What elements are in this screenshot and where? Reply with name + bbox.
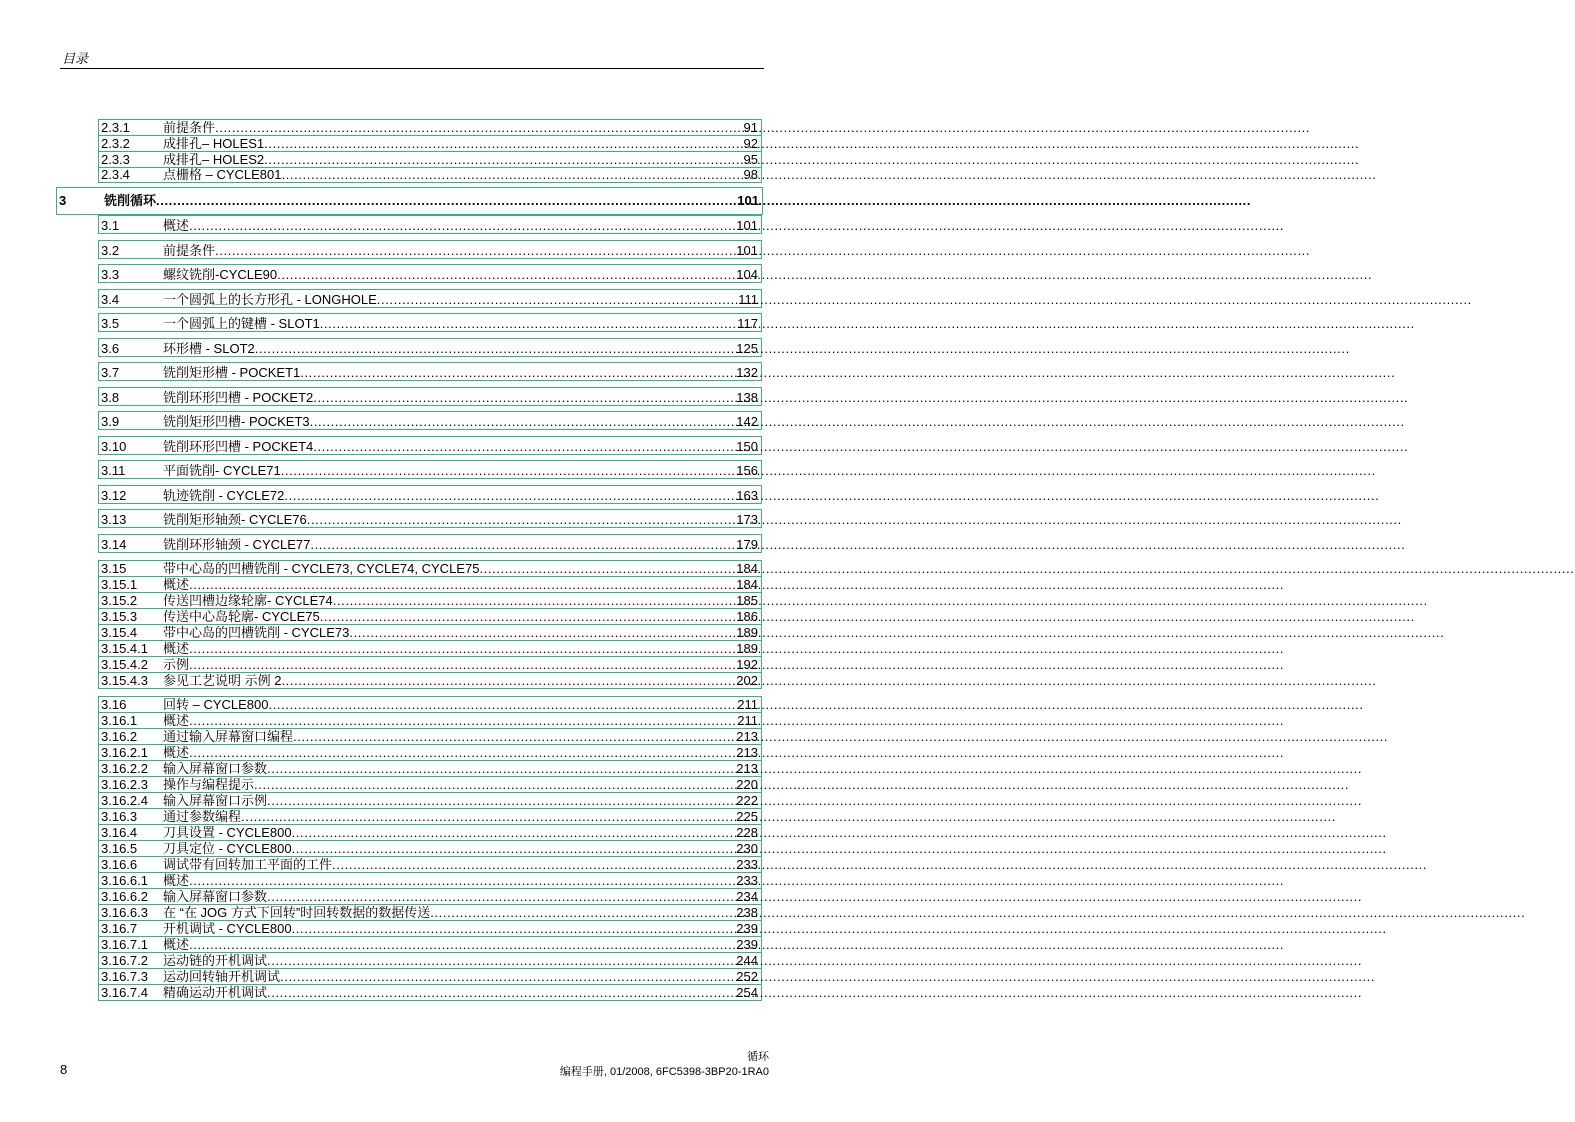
toc-leader-dots xyxy=(255,342,736,356)
toc-entry[interactable] xyxy=(98,560,762,577)
toc-entry[interactable] xyxy=(98,215,762,234)
toc-entry-number: 3.8 xyxy=(101,390,120,405)
toc-entry-page: 101 xyxy=(737,193,759,208)
toc-entry-title: 调试带有回转加工平面的工件 xyxy=(163,857,333,872)
toc-leader-dots xyxy=(310,538,735,552)
toc-entry[interactable] xyxy=(98,411,762,430)
toc-entry-page: 184 xyxy=(736,577,758,592)
toc-entry-page: 184 xyxy=(736,561,758,576)
toc-entry-title: 概述 xyxy=(163,873,190,888)
toc-entry[interactable] xyxy=(98,460,762,479)
toc-entry-number: 3.16.5 xyxy=(101,841,138,856)
toc-entry-number: 3.16.7 xyxy=(101,921,138,936)
toc-entry[interactable] xyxy=(98,240,762,259)
toc-entry-page: 238 xyxy=(736,905,758,920)
toc-entry[interactable] xyxy=(98,509,762,528)
toc-entry-number: 3.5 xyxy=(101,316,120,331)
toc-entry-title: 螺纹铣削-CYCLE90 xyxy=(163,267,278,282)
toc-leader-dots xyxy=(267,794,735,808)
toc-entry-title: 输入屏幕窗口参数 xyxy=(163,889,268,904)
toc-entry[interactable] xyxy=(98,608,762,625)
toc-entry-number: 3.16.2.3 xyxy=(101,777,148,792)
toc-entry-number: 3.16.2.4 xyxy=(101,793,148,808)
toc-entry[interactable] xyxy=(98,592,762,609)
toc-entry[interactable] xyxy=(98,696,762,713)
toc-entry-page: 173 xyxy=(736,512,758,527)
toc-entry-title: 参见工艺说明 示例 2 xyxy=(163,673,282,688)
toc-entry[interactable] xyxy=(98,712,762,729)
toc-entry-page: 185 xyxy=(736,593,758,608)
toc-leader-dots xyxy=(264,153,742,167)
toc-leader-dots xyxy=(189,714,736,728)
toc-entry-number: 3.16.7.3 xyxy=(101,969,148,984)
toc-entry-title: 刀具设置 - CYCLE800 xyxy=(163,825,292,840)
toc-entry[interactable] xyxy=(98,968,762,985)
toc-entry-page: 192 xyxy=(736,657,758,672)
toc-chapter-entry[interactable] xyxy=(56,187,763,215)
toc-entry-page: 156 xyxy=(736,463,758,478)
toc-entry-number: 3.16.4 xyxy=(101,825,138,840)
toc-entry-page: 186 xyxy=(736,609,758,624)
toc-leader-dots xyxy=(189,642,735,656)
toc-entry-page: 125 xyxy=(736,341,758,356)
toc-entry-page: 211 xyxy=(737,713,758,728)
toc-entry[interactable] xyxy=(98,872,762,889)
toc-entry-title: 前提条件 xyxy=(163,120,216,135)
toc-entry-page: 150 xyxy=(736,439,758,454)
toc-leader-dots xyxy=(254,778,735,792)
toc-entry-page: 138 xyxy=(736,390,758,405)
toc-entry-number: 3.16.6.1 xyxy=(101,873,148,888)
toc-entry[interactable] xyxy=(98,338,762,357)
toc-entry[interactable] xyxy=(98,436,762,455)
toc-leader-dots xyxy=(269,698,737,712)
toc-entry[interactable] xyxy=(98,808,762,825)
toc-leader-dots xyxy=(189,658,735,672)
toc-entry-title: 通过参数编程 xyxy=(163,809,242,824)
toc-entry-title: 概述 xyxy=(163,218,190,233)
toc-entry-number: 3.15.3 xyxy=(101,609,138,624)
toc-entry-title: 一个圆弧上的键槽 - SLOT1 xyxy=(163,316,320,331)
toc-entry-page: 163 xyxy=(736,488,758,503)
page-number: 8 xyxy=(60,1062,68,1077)
toc-entry-number: 3.15.1 xyxy=(101,577,138,592)
toc-leader-dots xyxy=(377,293,737,307)
toc-entry-title: 操作与编程提示 xyxy=(163,777,255,792)
toc-entry-number: 3.2 xyxy=(101,243,120,258)
toc-entry-number: 3.16.6.2 xyxy=(101,889,148,904)
toc-entry-title: 铣削矩形轴颈- CYCLE76 xyxy=(163,512,307,527)
toc-entry-number: 3.16 xyxy=(101,697,127,712)
toc-entry-page: 179 xyxy=(736,537,758,552)
toc-entry[interactable] xyxy=(98,485,762,504)
toc-entry[interactable] xyxy=(98,728,762,745)
toc-entry-title: 前提条件 xyxy=(163,243,216,258)
toc-entry[interactable] xyxy=(98,672,762,689)
toc-leader-dots xyxy=(333,594,736,608)
toc-entry-page: 101 xyxy=(736,243,758,258)
toc-entry-page: 211 xyxy=(737,697,758,712)
toc-leader-dots xyxy=(292,922,736,936)
toc-entry-number: 3.16.3 xyxy=(101,809,138,824)
toc-leader-dots xyxy=(156,194,736,208)
toc-leader-dots xyxy=(189,938,735,952)
toc-entry-number: 3.16.2.2 xyxy=(101,761,148,776)
toc-leader-dots xyxy=(189,219,735,233)
toc-entry[interactable] xyxy=(98,264,762,283)
toc-entry-title: 成排孔– HOLES2 xyxy=(163,152,265,167)
toc-leader-dots xyxy=(189,874,735,888)
toc-entry-number: 3.16.7.4 xyxy=(101,985,148,1000)
toc-leader-dots xyxy=(284,489,735,503)
toc-entry-title: 带中心岛的凹槽铣削 - CYCLE73, CYCLE74, CYCLE75 xyxy=(163,561,480,576)
toc-entry-number: 3.16.6.3 xyxy=(101,905,148,920)
toc-leader-dots xyxy=(300,366,735,380)
toc-leader-dots xyxy=(479,562,735,576)
toc-entry-title: 轨迹铣削 - CYCLE72 xyxy=(163,488,285,503)
toc-entry-page: 213 xyxy=(736,745,758,760)
toc-leader-dots xyxy=(280,970,735,984)
toc-entry-page: 233 xyxy=(736,873,758,888)
toc-leader-dots xyxy=(267,762,735,776)
toc-entry[interactable] xyxy=(98,856,762,873)
toc-entry-page: 254 xyxy=(736,985,758,1000)
header-rule xyxy=(60,68,764,69)
toc-entry-page: 228 xyxy=(736,825,758,840)
toc-leader-dots xyxy=(320,317,737,331)
toc-entry-number: 2.3.1 xyxy=(101,120,130,135)
toc-entry-number: 3.15.4 xyxy=(101,625,138,640)
toc-entry-title: 输入屏幕窗口示例 xyxy=(163,793,268,808)
toc-entry-number: 2.3.3 xyxy=(101,152,130,167)
toc-entry[interactable] xyxy=(98,289,762,308)
toc-entry-number: 3.13 xyxy=(101,512,127,527)
toc-leader-dots xyxy=(267,890,735,904)
toc-entry-number: 3.16.7.2 xyxy=(101,953,148,968)
toc-leader-dots xyxy=(292,826,736,840)
toc-entry-title: 铣削矩形凹槽- POCKET3 xyxy=(163,414,310,429)
toc-entry-page: 213 xyxy=(736,729,758,744)
toc-entry-page: 142 xyxy=(736,414,758,429)
toc-entry-number: 3.16.2 xyxy=(101,729,138,744)
toc-entry-page: 189 xyxy=(736,625,758,640)
toc-entry-number: 3.16.7.1 xyxy=(101,937,148,952)
toc-entry-title: 铣削环形凹槽 - POCKET2 xyxy=(163,390,314,405)
toc-entry-number: 2.3.4 xyxy=(101,167,130,182)
toc-entry-title: 传送中心岛轮廓- CYCLE75 xyxy=(163,609,320,624)
toc-entry-number: 3.15.2 xyxy=(101,593,138,608)
toc-entry[interactable] xyxy=(98,792,762,809)
toc-entry-number: 3.15.4.2 xyxy=(101,657,148,672)
toc-entry[interactable] xyxy=(98,952,762,969)
toc-entry-page: 202 xyxy=(736,673,758,688)
toc-entry-page: 230 xyxy=(736,841,758,856)
toc-entry-number: 3.11 xyxy=(101,463,126,478)
toc-entry-page: 92 xyxy=(743,136,758,151)
toc-entry-title: 运动链的开机调试 xyxy=(163,953,268,968)
toc-entry-number: 3.3 xyxy=(101,267,120,282)
toc-entry-title: 概述 xyxy=(163,713,190,728)
toc-leader-dots xyxy=(292,842,736,856)
toc-entry[interactable] xyxy=(98,776,762,793)
toc-entry-title: 铣削环形轴颈 - CYCLE77 xyxy=(163,537,311,552)
toc-entry-number: 3.9 xyxy=(101,414,120,429)
toc-entry-title: 运动回转轴开机调试 xyxy=(163,969,281,984)
toc-entry-page: 189 xyxy=(736,641,758,656)
toc-entry-page: 225 xyxy=(736,809,758,824)
toc-entry-page: 98 xyxy=(743,167,758,182)
toc-leader-dots xyxy=(310,415,736,429)
toc-entry-title: 环形槽 - SLOT2 xyxy=(163,341,255,356)
toc-entry[interactable] xyxy=(98,936,762,953)
toc-entry-title: 通过输入屏幕窗口编程 xyxy=(163,729,294,744)
toc-entry-page: 91 xyxy=(743,120,758,135)
toc-entry-title: 成排孔– HOLES1 xyxy=(163,136,265,151)
toc-entry[interactable] xyxy=(98,119,762,136)
toc-entry[interactable] xyxy=(98,624,762,641)
toc-entry-number: 3.14 xyxy=(101,537,127,552)
toc-entry-title: 输入屏幕窗口参数 xyxy=(163,761,268,776)
toc-entry-title: 一个圆弧上的长方形孔 - LONGHOLE xyxy=(163,292,377,307)
toc-entry-title: 刀具定位 - CYCLE800 xyxy=(163,841,292,856)
toc-entry-number: 3.16.6 xyxy=(101,857,138,872)
toc-entry-title: 铣削矩形槽 - POCKET1 xyxy=(163,365,301,380)
toc-entry-title: 精确运动开机调试 xyxy=(163,985,268,1000)
toc-entry-title: 传送凹槽边缘轮廓- CYCLE74 xyxy=(163,593,333,608)
toc-leader-dots xyxy=(430,906,735,920)
toc-entry-page: 101 xyxy=(736,218,758,233)
toc-entry-page: 239 xyxy=(736,937,758,952)
toc-entry-number: 3.12 xyxy=(101,488,127,503)
toc-entry-title: 回转 – CYCLE800 xyxy=(163,697,269,712)
toc-entry-number: 3.1 xyxy=(101,218,120,233)
toc-entry-number: 3.15 xyxy=(101,561,127,576)
toc-leader-dots xyxy=(189,578,735,592)
toc-entry-title: 带中心岛的凹槽铣削 - CYCLE73 xyxy=(163,625,350,640)
toc-entry[interactable] xyxy=(98,151,762,168)
toc-entry-page: 222 xyxy=(736,793,758,808)
toc-leader-dots xyxy=(241,810,735,824)
toc-entry-number: 3 xyxy=(59,193,67,208)
toc-entry[interactable] xyxy=(98,888,762,905)
toc-leader-dots xyxy=(267,986,735,1000)
toc-entry-title: 点栅格 – CYCLE801 xyxy=(163,167,282,182)
toc-entry-page: 117 xyxy=(737,316,758,331)
toc-entry-page: 220 xyxy=(736,777,758,792)
toc-entry-number: 3.4 xyxy=(101,292,120,307)
toc-leader-dots xyxy=(282,168,743,182)
toc-entry[interactable] xyxy=(98,904,762,921)
toc-leader-dots xyxy=(307,513,736,527)
toc-entry-title: 在 “在 JOG 方式下回转”时回转数据的数据传送 xyxy=(163,905,431,920)
toc-leader-dots xyxy=(264,137,742,151)
toc-entry-title: 铣削循环 xyxy=(104,193,157,208)
toc-entry-page: 233 xyxy=(736,857,758,872)
toc-entry-number: 3.16.2.1 xyxy=(101,745,148,760)
toc-entry[interactable] xyxy=(98,135,762,152)
toc-entry[interactable] xyxy=(98,640,762,657)
footer-section: 循环 xyxy=(747,1051,769,1063)
toc-entry-page: 95 xyxy=(743,152,758,167)
toc-leader-dots xyxy=(277,268,735,282)
toc-entry-title: 概述 xyxy=(163,745,190,760)
toc-entry-title: 概述 xyxy=(163,577,190,592)
toc-entry-title: 平面铣削- CYCLE71 xyxy=(163,463,281,478)
toc-leader-dots xyxy=(215,121,743,135)
toc-leader-dots xyxy=(320,610,736,624)
toc-entry-title: 概述 xyxy=(163,641,190,656)
footer-doc-info: 编程手册, 01/2008, 6FC5398-3BP20-1RA0 xyxy=(559,1066,769,1078)
toc-entry-title: 概述 xyxy=(163,937,190,952)
toc-entry-number: 3.6 xyxy=(101,341,120,356)
toc-entry-number: 3.7 xyxy=(101,365,120,380)
toc-entry-page: 104 xyxy=(736,267,758,282)
toc-entry[interactable] xyxy=(98,576,762,593)
toc-entry[interactable] xyxy=(98,362,762,381)
toc-entry-title: 开机调试 - CYCLE800 xyxy=(163,921,292,936)
toc-leader-dots xyxy=(332,858,735,872)
toc-entry-title: 铣削环形凹槽 - POCKET4 xyxy=(163,439,314,454)
toc-entry[interactable] xyxy=(98,920,762,937)
toc-leader-dots xyxy=(313,391,735,405)
toc-leader-dots xyxy=(215,244,735,258)
toc-entry-title: 示例 xyxy=(163,657,190,672)
toc-entry[interactable] xyxy=(98,534,762,553)
toc-entry-number: 3.15.4.3 xyxy=(101,673,148,688)
toc-entry-number: 3.16.1 xyxy=(101,713,138,728)
toc-leader-dots xyxy=(267,954,735,968)
toc-entry-page: 111 xyxy=(738,292,758,307)
toc-entry-page: 234 xyxy=(736,889,758,904)
toc-leader-dots xyxy=(189,746,735,760)
toc-entry[interactable] xyxy=(98,760,762,777)
toc-entry-number: 2.3.2 xyxy=(101,136,130,151)
toc-entry[interactable] xyxy=(98,984,762,1001)
toc-entry[interactable] xyxy=(98,313,762,332)
toc-entry-page: 239 xyxy=(736,921,758,936)
toc-entry[interactable] xyxy=(98,840,762,857)
toc-entry[interactable] xyxy=(98,167,762,183)
toc-leader-dots xyxy=(293,730,735,744)
toc-leader-dots xyxy=(281,674,735,688)
toc-entry-number: 3.15.4.1 xyxy=(101,641,148,656)
toc-leader-dots xyxy=(313,440,735,454)
toc-entry[interactable] xyxy=(98,824,762,841)
page-header-title: 目录 xyxy=(62,51,89,66)
toc-entry[interactable] xyxy=(98,656,762,673)
toc-entry[interactable] xyxy=(98,387,762,406)
toc-entry-number: 3.10 xyxy=(101,439,127,454)
toc-entry-page: 213 xyxy=(736,761,758,776)
toc-entry-page: 252 xyxy=(736,969,758,984)
toc-leader-dots xyxy=(281,464,736,478)
toc-entry-page: 244 xyxy=(736,953,758,968)
toc-leader-dots xyxy=(349,626,735,640)
toc-entry[interactable] xyxy=(98,744,762,761)
toc-entry-page: 132 xyxy=(736,365,758,380)
